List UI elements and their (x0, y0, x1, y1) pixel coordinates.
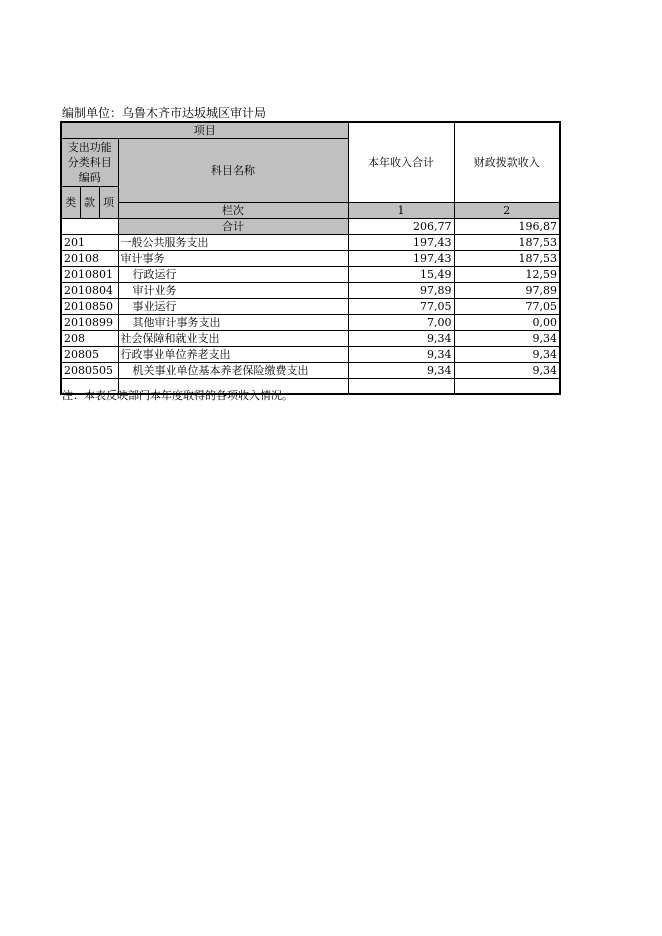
empty-col2-cell (454, 378, 560, 394)
total-col1: 206,77 (348, 218, 454, 234)
row-col2: 0,00 (454, 314, 560, 330)
row-code: 2010899 (61, 314, 118, 330)
row-col2: 187,53 (454, 234, 560, 250)
row-name: 社会保障和就业支出 (118, 330, 348, 346)
row-name: 审计业务 (118, 282, 348, 298)
total-col2: 196,87 (454, 218, 560, 234)
table-row (61, 250, 560, 266)
row-col2: 77,05 (454, 298, 560, 314)
row-col2: 187,53 (454, 250, 560, 266)
row-col2: 97,89 (454, 282, 560, 298)
table-row (61, 330, 560, 346)
row-col1: 97,89 (348, 282, 454, 298)
table-row (61, 346, 560, 362)
row-name: 机关事业单位基本养老保险缴费支出 (118, 362, 348, 378)
kuan-header: 款 (80, 186, 99, 218)
col2-number: 2 (454, 202, 560, 218)
row-col2: 9,34 (454, 346, 560, 362)
row-col1: 9,34 (348, 330, 454, 346)
row-col1: 9,34 (348, 346, 454, 362)
table-row (61, 314, 560, 330)
name-header: 科目名称 (118, 138, 348, 202)
row-col1: 77,05 (348, 298, 454, 314)
table-row (61, 266, 560, 282)
table-row (61, 234, 560, 250)
xiang-header: 项 (99, 186, 118, 218)
row-col2: 12,59 (454, 266, 560, 282)
item-header: 项目 (61, 122, 348, 138)
income-table (60, 121, 561, 395)
col1-number: 1 (348, 202, 454, 218)
row-col1: 197,43 (348, 250, 454, 266)
row-col1: 9,34 (348, 362, 454, 378)
row-name: 事业运行 (118, 298, 348, 314)
code-header: 支出功能分类科目编码 (61, 138, 118, 186)
row-col1: 7,00 (348, 314, 454, 330)
row-code: 2010804 (61, 282, 118, 298)
col2-header: 财政拨款收入 (454, 122, 560, 202)
table-row (61, 282, 560, 298)
empty-col1-cell (348, 378, 454, 394)
row-name: 审计事务 (118, 250, 348, 266)
row-code: 20108 (61, 250, 118, 266)
row-col2: 9,34 (454, 362, 560, 378)
report-unit-label: 编制单位：乌鲁木齐市达坂城区审计局 (62, 106, 267, 120)
row-code: 201 (61, 234, 118, 250)
lei-header: 类 (61, 186, 80, 218)
row-col2: 9,34 (454, 330, 560, 346)
table-row (61, 298, 560, 314)
row-code: 2010801 (61, 266, 118, 282)
row-col1: 15,49 (348, 266, 454, 282)
row-code: 20805 (61, 346, 118, 362)
row-name: 其他审计事务支出 (118, 314, 348, 330)
row-col1: 197,43 (348, 234, 454, 250)
row-name: 一般公共服务支出 (118, 234, 348, 250)
row-name: 行政运行 (118, 266, 348, 282)
row-code: 2010850 (61, 298, 118, 314)
row-name: 行政事业单位养老支出 (118, 346, 348, 362)
row-code: 208 (61, 330, 118, 346)
table-row (61, 362, 560, 378)
footnote: 注：本表反映部门本年度取得的各项收入情况。 (62, 389, 293, 402)
total-code-cell (61, 218, 118, 234)
lanci-label: 栏次 (118, 202, 348, 218)
row-code: 2080505 (61, 362, 118, 378)
col1-header: 本年收入合计 (348, 122, 454, 202)
total-label: 合计 (118, 218, 348, 234)
